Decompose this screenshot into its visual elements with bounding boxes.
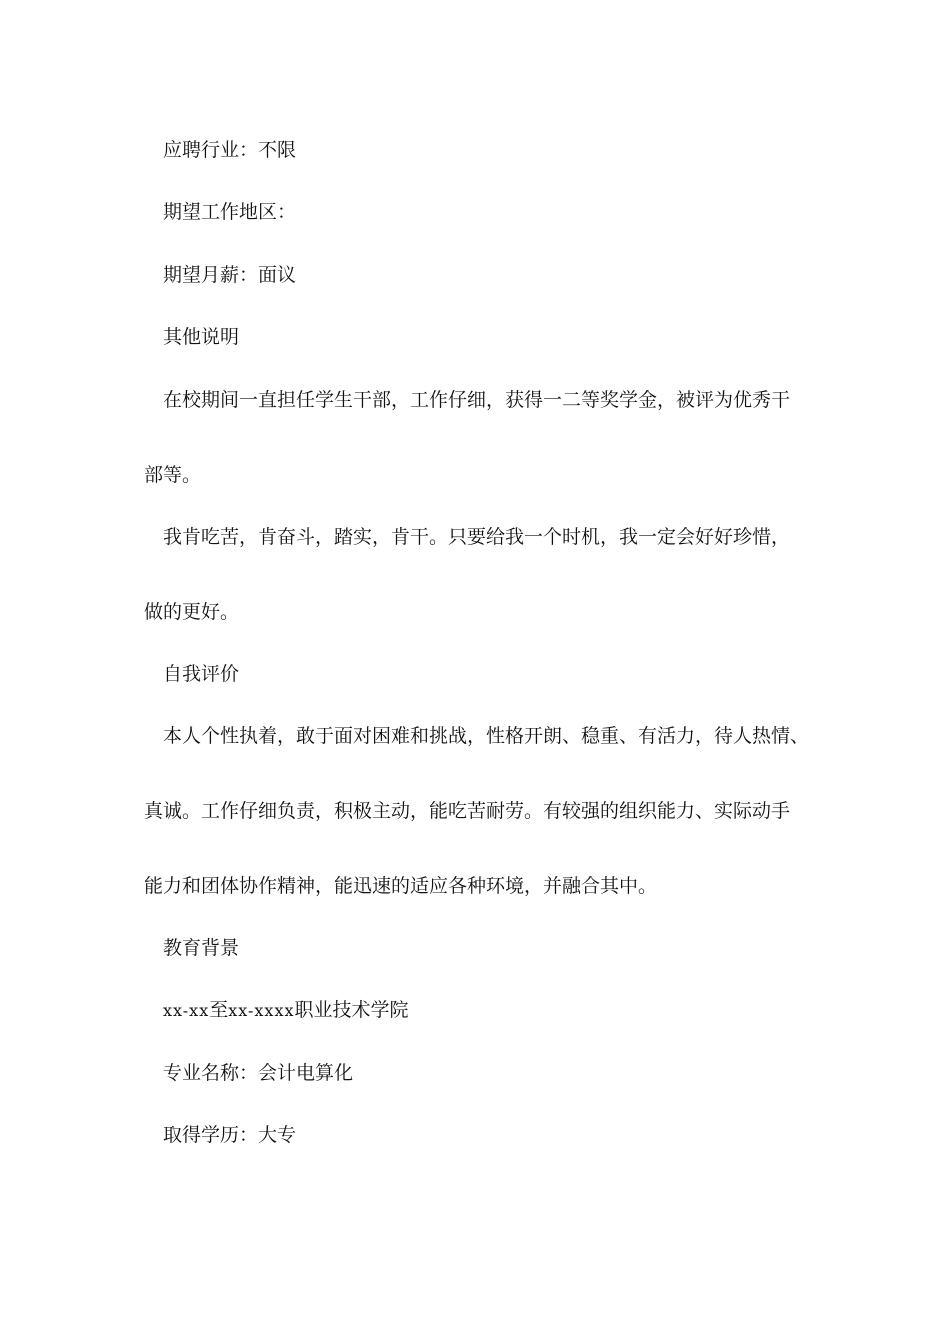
other-paragraph-1-line-2: 部等。 (144, 464, 202, 486)
period-start: xx-xx (163, 1001, 210, 1020)
self-eval-line-1: 本人个性执着，敢于面对困难和挑战，性格开朗、稳重、有活力，待人热情、 (163, 725, 810, 747)
other-paragraph-2-line-2: 做的更好。 (144, 601, 240, 623)
other-paragraph-1-line-1: 在校期间一直担任学生干部，工作仔细，获得一二等奖学金，被评为优秀干 (163, 389, 791, 411)
education-period-line (163, 997, 409, 1024)
self-eval-heading: 自我评价 (163, 663, 240, 685)
major-line: 专业名称：会计电算化 (163, 1062, 354, 1084)
salary-line: 期望月薪：面议 (163, 264, 297, 286)
region-line: 期望工作地区： (163, 201, 297, 223)
other-heading: 其他说明 (163, 326, 240, 348)
school-name: 职业技术学院 (294, 999, 409, 1021)
self-eval-line-2: 真诚。工作仔细负责，积极主动，能吃苦耐劳。有较强的组织能力、实际动手 (144, 800, 791, 822)
education-heading: 教育背景 (163, 937, 240, 959)
self-eval-line-3: 能力和团体协作精神，能迅速的适应各种环境，并融合其中。 (144, 875, 658, 897)
period-separator: 至 (209, 999, 229, 1021)
period-end: xx-xxxx (228, 1001, 295, 1020)
industry-line: 应聘行业：不限 (163, 139, 297, 161)
degree-line: 取得学历：大专 (163, 1124, 297, 1146)
other-paragraph-2-line-1: 我肯吃苦，肯奋斗，踏实，肯干。只要给我一个时机，我一定会好好珍惜， (163, 526, 791, 548)
